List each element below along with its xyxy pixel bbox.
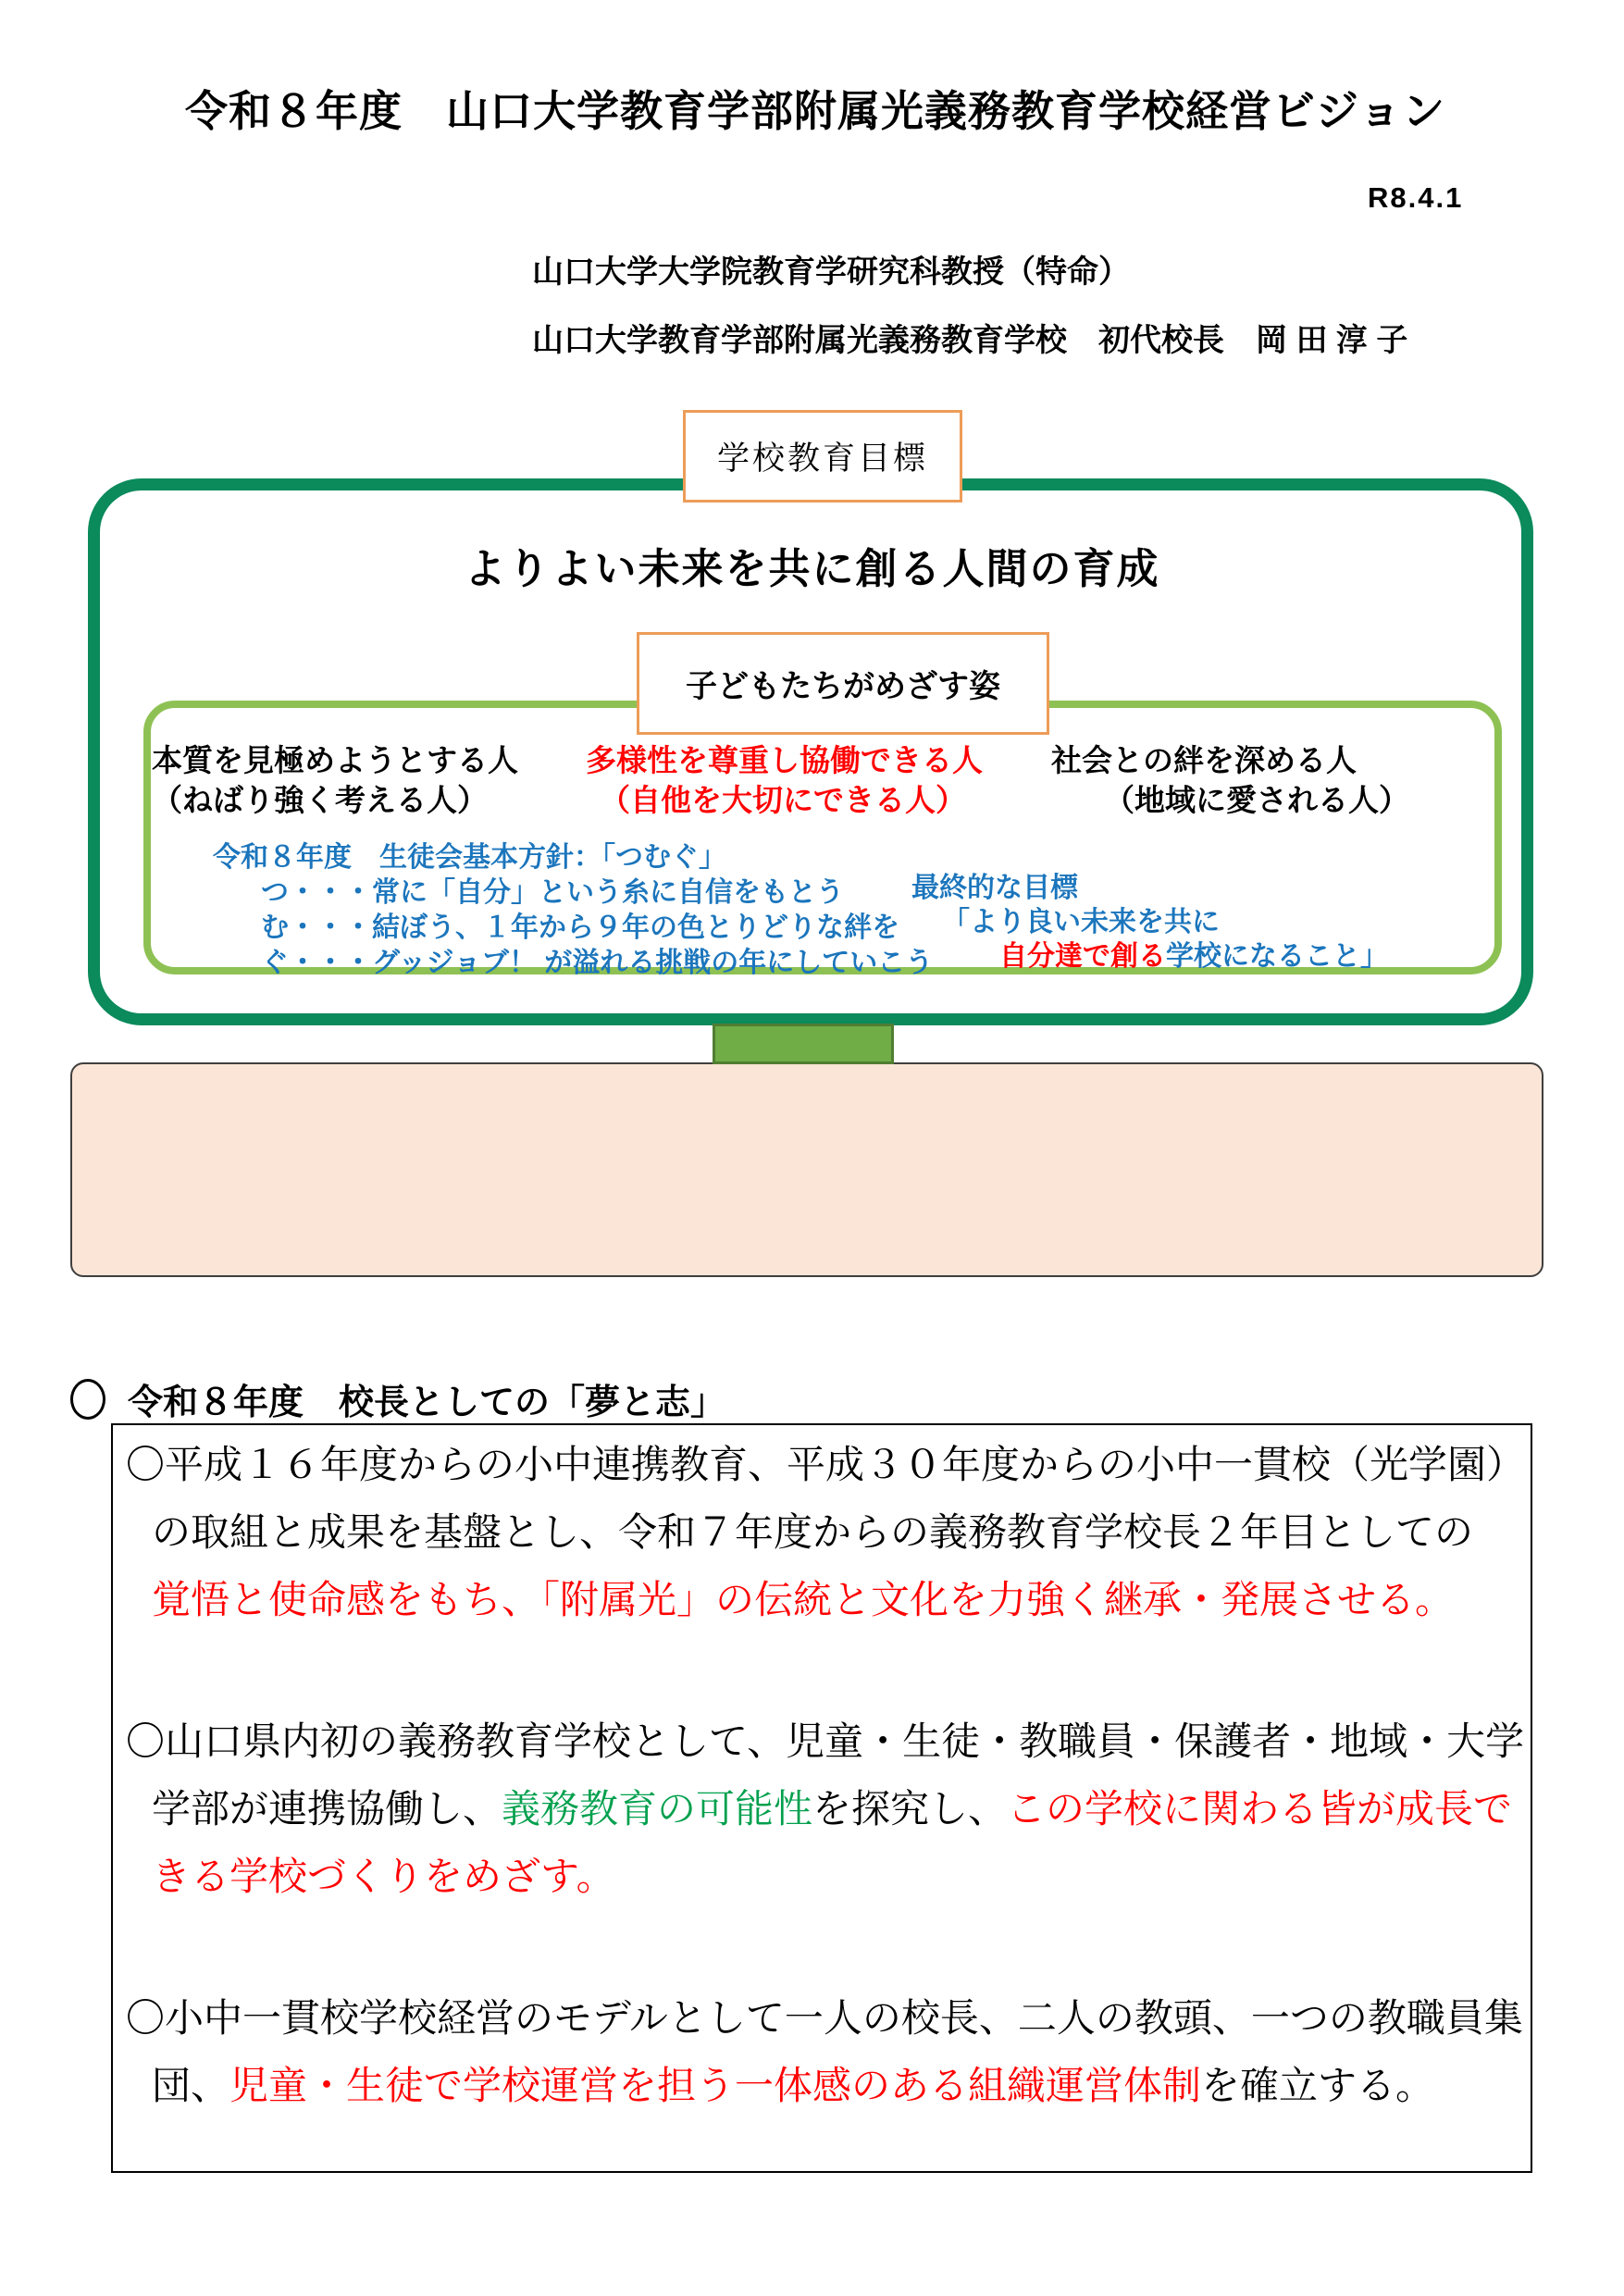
text-segment: 〇平成１６年度からの小中連携教育、平成３０年度からの小中一貫校（光学園）	[126, 1443, 1526, 1486]
text-segment: 児童・生徒で学校運営を担う一体感のある組織運営体制	[229, 2064, 1202, 2107]
person-type-1-line2: （ねばり強く考える人）	[152, 783, 488, 817]
vision-heading-text: 令和８年度 校長としての「夢と志」	[128, 1384, 726, 1422]
vision-paragraph-line	[113, 1707, 1531, 1775]
person-type-1-line1: 本質を見極めようとする人	[152, 743, 518, 777]
text-segment: 自分達で創る	[999, 941, 1166, 972]
person-type-2-line2: （自他を大切にできる人）	[600, 783, 966, 817]
vision-paragraph-line	[113, 1984, 1531, 2052]
final-goal-heading: 最終的な目標	[911, 873, 1078, 903]
vision-paragraph-line	[113, 1775, 1531, 1843]
vision-paragraph	[113, 1431, 1531, 1633]
text-segment: 団、	[152, 2064, 230, 2107]
council-policy-item: む・・・結ぼう、１年から９年の色とりどりな絆を	[261, 912, 899, 943]
final-goal	[911, 871, 1388, 974]
vision-paragraph-line	[113, 1431, 1531, 1498]
date-label: R8.4.1	[1368, 181, 1464, 214]
mission-box	[70, 1062, 1543, 1277]
page-title: 令和８年度 山口大学教育学部附属光義務教育学校経営ビジョン	[185, 87, 1446, 135]
person-type-3	[1051, 740, 1409, 820]
circle-bullet-icon	[70, 1379, 105, 1420]
person-type-3-line1: 社会との絆を深める人	[1051, 743, 1357, 777]
text-segment: を探究し、	[812, 1787, 1008, 1831]
person-type-2	[586, 740, 983, 820]
student-council-policy	[213, 840, 933, 981]
education-goal-text: よりよい未来を共に創る人間の育成	[464, 545, 1160, 592]
vision-text-box	[111, 1423, 1532, 2173]
text-segment: きる学校づくりをめざす。	[152, 1855, 615, 1898]
vision-paragraph-line	[113, 2052, 1531, 2119]
council-policy-item: ぐ・・・グッジョブ！ が溢れる挑戦の年にしていこう	[261, 948, 934, 978]
text-segment: 学部が連携協働し、	[152, 1787, 502, 1831]
final-goal-line2	[999, 939, 1388, 974]
person-type-3-line2: （地域に愛される人）	[1104, 783, 1409, 817]
text-segment: を確立する。	[1201, 2064, 1435, 2107]
vision-paragraph	[113, 1984, 1531, 2119]
text-segment: この学校に関わる皆が成長で	[1007, 1787, 1513, 1831]
vision-paragraph-line	[113, 1843, 1531, 1910]
person-type-1	[152, 740, 518, 820]
final-goal-line1: 「より良い未来を共に	[942, 907, 1220, 937]
council-policy-heading: 令和８年度 生徒会基本方針：「つむぐ」	[213, 842, 726, 873]
education-goal-label: 学校教育目標	[683, 410, 962, 503]
text-segment: 義務教育の可能性	[502, 1787, 813, 1831]
text-segment: 〇小中一貫校学校経営のモデルとして一人の校長、二人の教頭、一つの教職員集	[126, 1996, 1523, 2040]
vision-paragraph-line	[113, 1566, 1531, 1633]
vision-section-heading	[70, 1373, 725, 1424]
children-target-label: 子どもたちがめざす姿	[637, 632, 1049, 735]
text-segment: 覚悟と使命感をもち、「附属光」の伝統と文化を力強く継承・発展させる。	[152, 1578, 1455, 1621]
author-professor-line: 山口大学大学院教育学研究科教授（特命）	[532, 254, 1130, 290]
vision-paragraph-line	[113, 1498, 1531, 1566]
vision-paragraph	[113, 1707, 1531, 1910]
text-segment: の取組と成果を基盤とし、令和７年度からの義務教育学校長２年目としての	[152, 1510, 1474, 1554]
connector-block	[713, 1024, 894, 1064]
council-policy-item: つ・・・常に「自分」という糸に自信をもとう	[261, 877, 844, 908]
author-principal-line: 山口大学教育学部附属光義務教育学校 初代校長 岡 田 淳 子	[532, 323, 1408, 358]
text-segment: 学校になること」	[1166, 941, 1388, 972]
text-segment: 〇山口県内初の義務教育学校として、児童・生徒・教職員・保護者・地域・大学	[126, 1719, 1525, 1763]
person-type-2-line1: 多様性を尊重し協働できる人	[586, 743, 983, 777]
